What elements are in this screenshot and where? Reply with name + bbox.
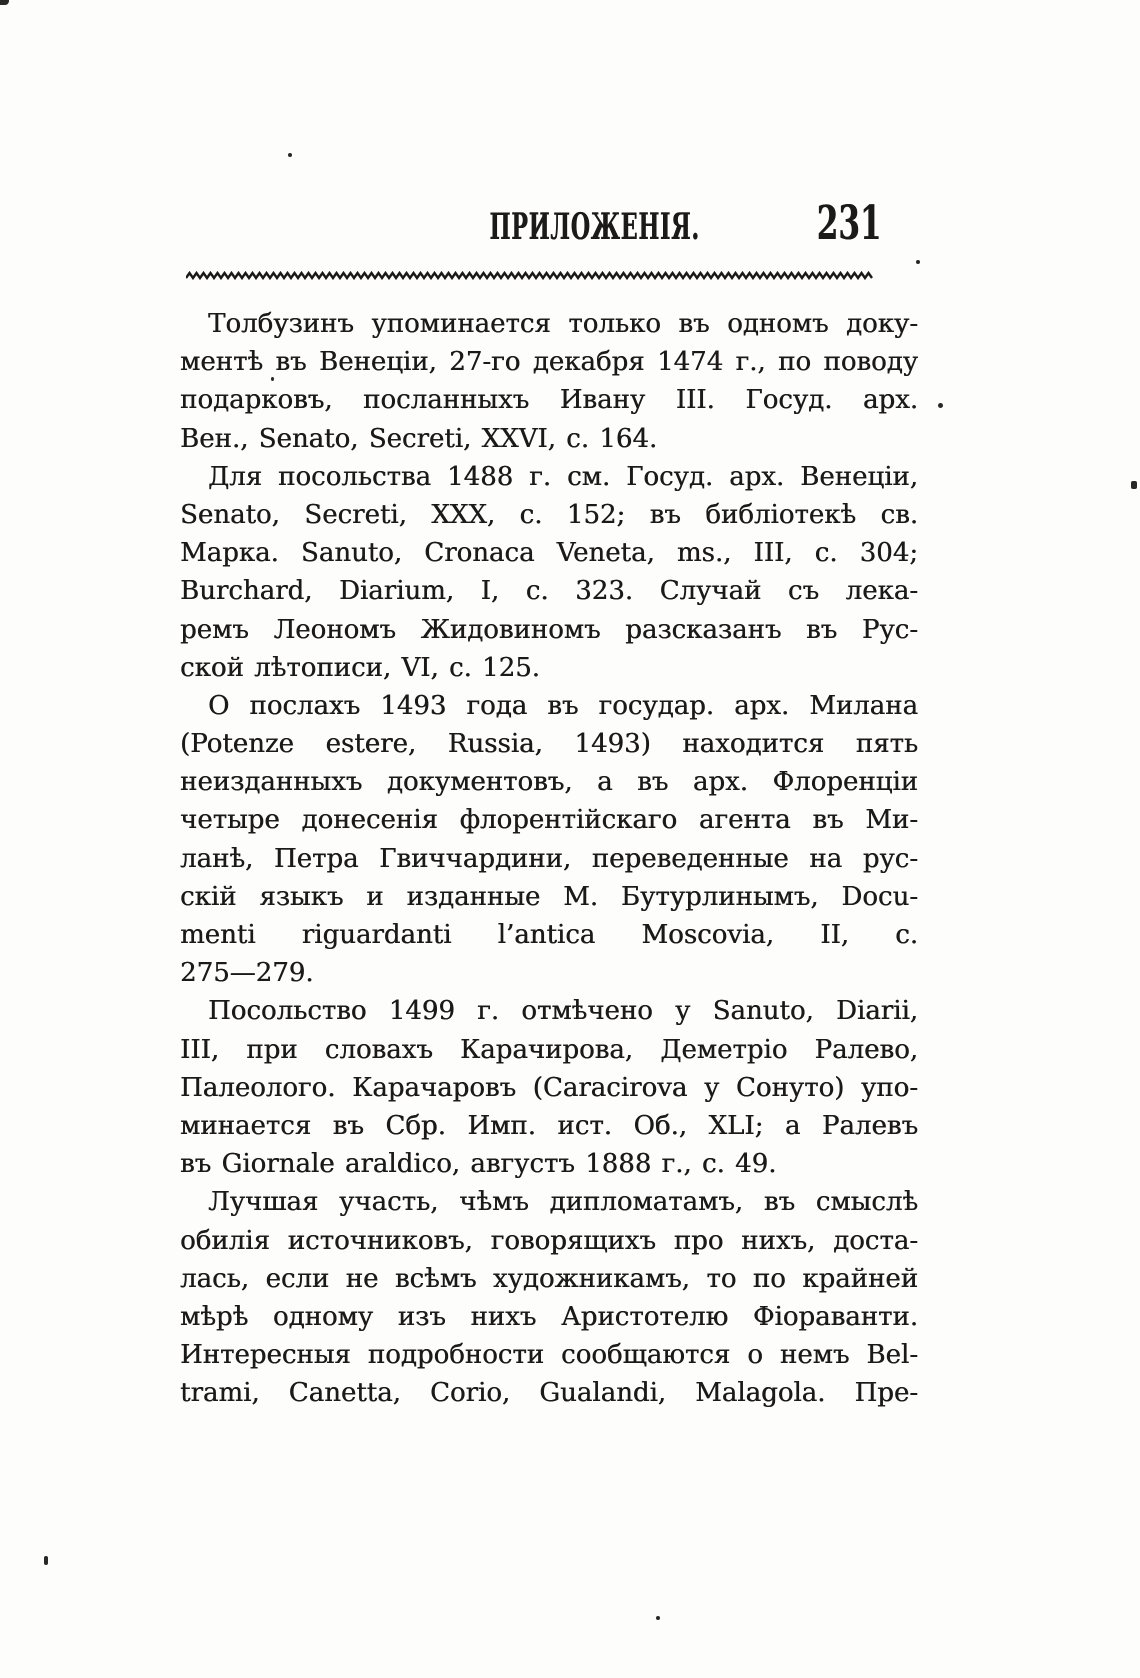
running-head-title: ПРИЛОЖЕНІЯ.	[489, 206, 700, 248]
text-line: лась, если не всѣмъ художникамъ, то по крайней	[180, 1263, 918, 1294]
paragraph	[180, 687, 918, 993]
paragraph	[180, 305, 918, 458]
text-line: menti riguardanti l’antica Moscovia, II, c.	[180, 920, 918, 950]
text-line: Посольство 1499 г. отмѣчено у Sanuto, Diarii,	[208, 996, 918, 1027]
wavy-divider	[186, 269, 876, 281]
text-line: Для посольства 1488 г. см. Госуд. арх. Венеціи,	[208, 461, 918, 492]
paragraph	[180, 992, 918, 1183]
text-line: неизданныхъ документовъ, а въ арх. Флоренціи	[180, 767, 918, 798]
paragraph	[180, 458, 918, 687]
paragraph	[180, 1183, 918, 1412]
text-line: ской лѣтописи, VI, c. 125.	[180, 652, 540, 683]
text-line: ремъ Леономъ Жидовиномъ разсказанъ въ Рус-	[180, 614, 918, 645]
text-line: Интересныя подробности сообщаются о немъ Bel-	[180, 1340, 918, 1371]
ink-speck	[656, 1616, 660, 1620]
text-line: Вен., Senato, Secreti, XXVI, c. 164.	[180, 423, 658, 454]
text-line: Лучшая участь, чѣмъ дипломатамъ, въ смыслѣ	[208, 1187, 918, 1218]
ink-speck	[0, 0, 9, 5]
text-line: Burchard, Diarium, I, c. 323. Случай съ лека-	[180, 576, 918, 607]
text-line: ментѣ въ Венеціи, 27-го декабря 1474 г., по поводу	[180, 347, 918, 378]
wavy-divider-path	[186, 273, 872, 278]
text-line: подарковъ, посланныхъ Ивану III. Госуд. арх.	[180, 385, 918, 416]
text-line: мѣрѣ одному изъ нихъ Аристотелю Фіораванти.	[180, 1301, 918, 1332]
text-line: въ Giornale araldico, августъ 1888 г., с. 49.	[180, 1149, 777, 1180]
page-number-value: 231	[816, 196, 882, 251]
text-line: обилія источниковъ, говорящихъ про нихъ, доста-	[180, 1225, 918, 1256]
text-line: Палеолого. Карачаровъ (Caracirova у Сонуто) упо-	[180, 1072, 918, 1103]
text-line: О послахъ 1493 года въ государ. арх. Милана	[208, 690, 918, 721]
running-head	[425, 206, 700, 248]
text-line: III, при словахъ Карачирова, Деметріо Ралево,	[180, 1034, 918, 1065]
text-line: четыре донесенія флорентійскаго агента въ Ми-	[180, 805, 918, 836]
ink-speck	[916, 260, 920, 264]
text-line: Senato, Secreti, XXX, c. 152; въ библіотекѣ св.	[180, 499, 918, 530]
text-line: минается въ Сбр. Имп. ист. Об., XLI; а Ралевъ	[180, 1110, 918, 1141]
text-line: скій языкъ и изданные М. Бутурлинымъ, Docu-	[180, 881, 918, 912]
ink-speck	[1131, 481, 1137, 489]
ink-speck	[938, 403, 943, 408]
page-number	[800, 196, 892, 251]
ink-speck	[271, 377, 274, 381]
text-line: trami, Canetta, Corio, Gualandi, Malagola. Пре-	[180, 1378, 918, 1409]
text-block	[180, 305, 918, 1412]
text-line: (Potenze estere, Russia, 1493) находится пять	[180, 729, 918, 760]
ink-speck	[44, 1556, 48, 1565]
ink-speck	[288, 153, 292, 157]
text-line: 275—279.	[180, 958, 314, 989]
text-line: Толбузинъ упоминается только въ одномъ доку-	[208, 309, 918, 339]
text-line: ланѣ, Петра Гвиччардини, переведенные на рус-	[180, 843, 918, 874]
text-line: Марка. Sanuto, Cronaca Veneta, ms., III, c. 304;	[180, 538, 918, 569]
